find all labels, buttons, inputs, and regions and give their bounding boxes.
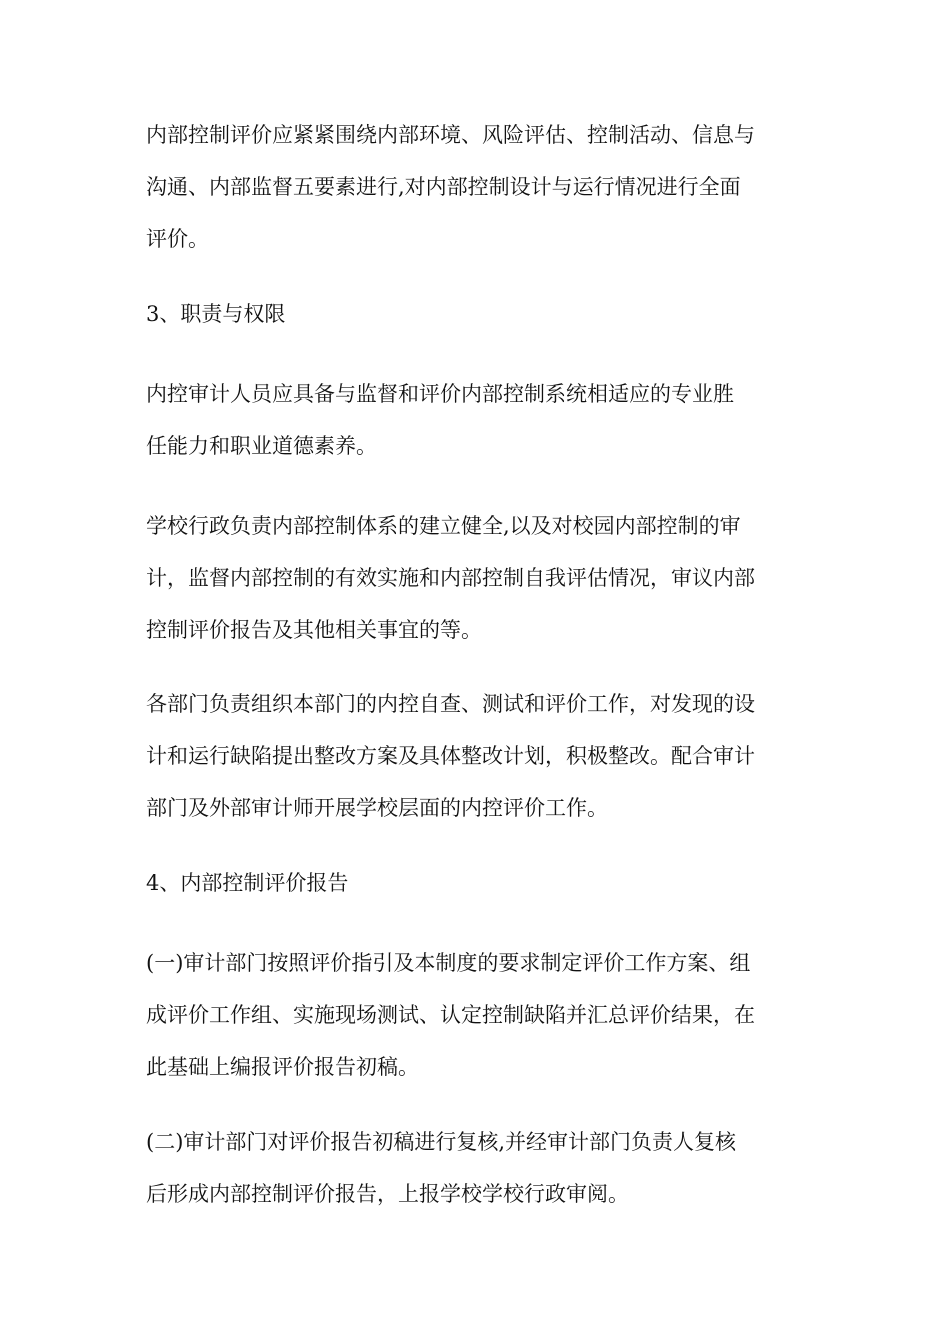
text-line: 内控审计人员应具备与监督和评价内部控制系统相适应的专业胜	[146, 382, 734, 406]
paragraph-school-administration	[146, 500, 806, 656]
text-line: 此基础上编报评价报告初稿。	[146, 1055, 419, 1079]
paragraph-report-draft	[146, 937, 806, 1093]
text-line: 沟通、内部监督五要素进行,对内部控制设计与运行情况进行全面	[146, 175, 741, 199]
paragraph-department-duties	[146, 678, 806, 834]
text-line: 控制评价报告及其他相关事宜的等。	[146, 618, 482, 642]
text-line: (一)审计部门按照评价指引及本制度的要求制定评价工作方案、组	[146, 951, 751, 975]
paragraph-report-review	[146, 1116, 806, 1220]
paragraph-auditor-competence	[146, 368, 806, 472]
heading-evaluation-report	[146, 857, 806, 909]
text-line: 任能力和职业道德素养。	[146, 434, 377, 458]
text-line: 各部门负责组织本部门的内控自查、测试和评价工作，对发现的设	[146, 692, 755, 716]
text-line: 计，监督内部控制的有效实施和内部控制自我评估情况，审议内部	[146, 566, 755, 590]
section-heading: 3、职责与权限	[146, 302, 286, 326]
heading-responsibilities	[146, 288, 806, 340]
text-line: 学校行政负责内部控制体系的建立健全,以及对校园内部控制的审	[146, 514, 741, 538]
text-line: 计和运行缺陷提出整改方案及具体整改计划，积极整改。配合审计	[146, 744, 755, 768]
paragraph-evaluation-scope	[146, 109, 806, 265]
section-heading: 4、内部控制评价报告	[146, 871, 349, 895]
text-line: 部门及外部审计师开展学校层面的内控评价工作。	[146, 796, 608, 820]
text-line: 评价。	[146, 227, 209, 251]
text-line: 成评价工作组、实施现场测试、认定控制缺陷并汇总评价结果，在	[146, 1003, 755, 1027]
text-line: 内部控制评价应紧紧围绕内部环境、风险评估、控制活动、信息与	[146, 123, 755, 147]
text-line: 后形成内部控制评价报告，上报学校学校行政审阅。	[146, 1182, 629, 1206]
text-line: (二)审计部门对评价报告初稿进行复核,并经审计部门负责人复核	[146, 1130, 737, 1154]
